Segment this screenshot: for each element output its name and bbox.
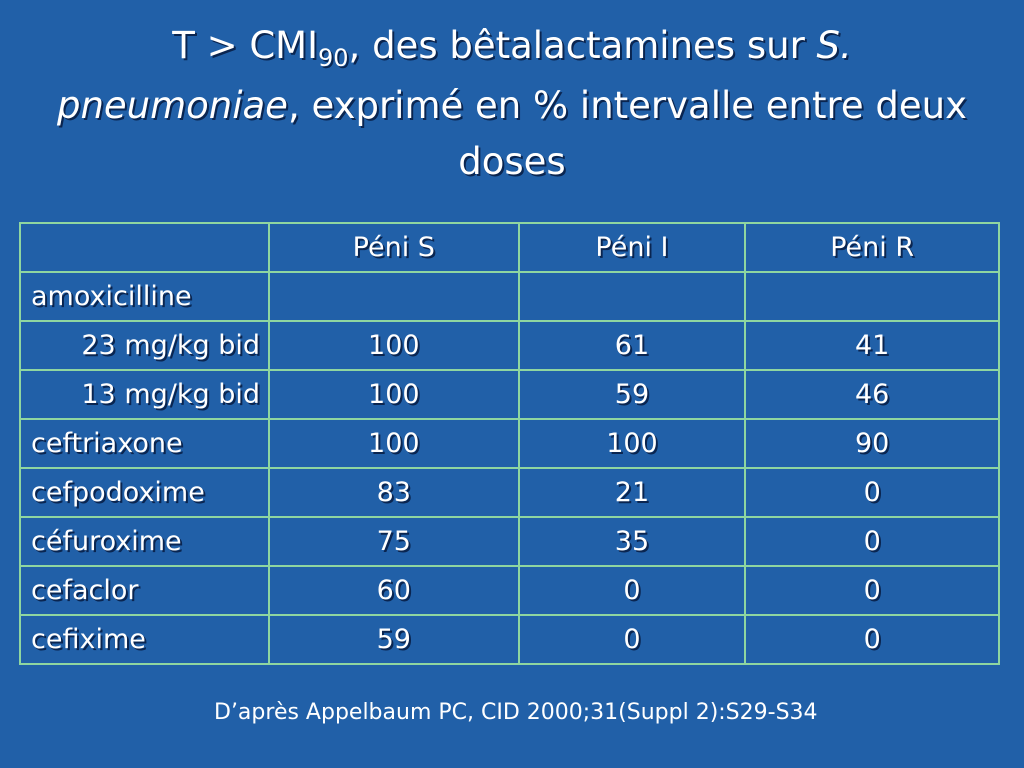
cell-peni-r: 0	[745, 517, 999, 566]
table-row	[20, 566, 999, 615]
title-species-2: pneumoniae	[56, 84, 288, 127]
cell-peni-r: 90	[745, 419, 999, 468]
row-label: 13 mg/kg bid	[20, 370, 269, 419]
header-cell-peni-r: Péni R	[745, 223, 999, 272]
table-row	[20, 615, 999, 664]
cell-peni-s: 100	[269, 370, 519, 419]
header-cell-blank	[20, 223, 269, 272]
row-label: amoxicilline	[20, 272, 269, 321]
cell-peni-r: 0	[745, 615, 999, 664]
cell-peni-s: 59	[269, 615, 519, 664]
table-row	[20, 468, 999, 517]
header-cell-peni-s: Péni S	[269, 223, 519, 272]
cell-peni-i: 35	[519, 517, 746, 566]
slide-title	[40, 18, 984, 190]
cell-peni-s: 75	[269, 517, 519, 566]
cell-peni-s: 60	[269, 566, 519, 615]
title-text-1: T > CMI	[172, 24, 318, 67]
title-text-3: , exprimé en % intervalle entre deux doses	[287, 84, 968, 183]
table-row	[20, 419, 999, 468]
cell-peni-r: 0	[745, 468, 999, 517]
cell-peni-i	[519, 272, 746, 321]
cell-peni-s: 100	[269, 321, 519, 370]
cell-peni-i: 0	[519, 615, 746, 664]
cell-peni-i: 59	[519, 370, 746, 419]
table-row	[20, 272, 999, 321]
cell-peni-i: 61	[519, 321, 746, 370]
title-species-1: S.	[816, 24, 852, 67]
source-reference: D’après Appelbaum PC, CID 2000;31(Suppl 2):S29-S34	[214, 700, 818, 725]
row-label: cefpodoxime	[20, 468, 269, 517]
results-table	[19, 222, 1000, 665]
title-text-2: , des bêtalactamines sur	[348, 24, 817, 67]
cell-peni-r: 0	[745, 566, 999, 615]
cell-peni-r: 46	[745, 370, 999, 419]
cell-peni-s	[269, 272, 519, 321]
cell-peni-i: 100	[519, 419, 746, 468]
row-label: 23 mg/kg bid	[20, 321, 269, 370]
row-label: cefixime	[20, 615, 269, 664]
header-cell-peni-i: Péni I	[519, 223, 746, 272]
cell-peni-i: 0	[519, 566, 746, 615]
table-row	[20, 370, 999, 419]
cell-peni-s: 83	[269, 468, 519, 517]
row-label: ceftriaxone	[20, 419, 269, 468]
cell-peni-r	[745, 272, 999, 321]
header-row	[20, 223, 999, 272]
cell-peni-i: 21	[519, 468, 746, 517]
cell-peni-r: 41	[745, 321, 999, 370]
cell-peni-s: 100	[269, 419, 519, 468]
table-row	[20, 517, 999, 566]
row-label: cefaclor	[20, 566, 269, 615]
row-label: céfuroxime	[20, 517, 269, 566]
table-row	[20, 321, 999, 370]
title-subscript: 90	[318, 44, 349, 72]
